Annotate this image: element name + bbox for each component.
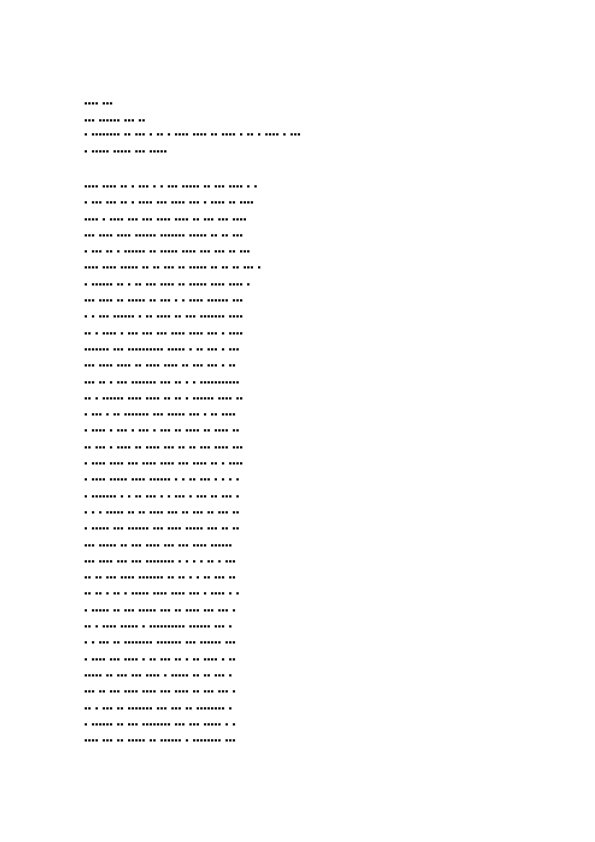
- body-text-line: ▪▪ ▪▪▪ ▪ ▪▪▪▪ ▪▪ ▪▪▪▪ ▪▪▪ ▪▪ ▪▪ ▪▪▪ ▪▪▪▪ ▪▪▪: [84, 443, 243, 451]
- body-text-line: ▪ ▪▪▪▪▪ ▪▪ ▪▪▪ ▪▪▪▪▪ ▪▪▪ ▪▪ ▪▪▪▪ ▪▪▪ ▪▪▪ ▪: [84, 606, 236, 614]
- body-text-line: ▪▪▪▪ ▪▪▪▪ ▪▪ ▪ ▪▪▪ ▪ ▪ ▪▪▪ ▪▪▪▪▪ ▪▪ ▪▪▪ ▪▪▪▪ ▪ ▪: [84, 183, 258, 190]
- body-text-line: ▪▪ ▪ ▪▪▪▪▪▪ ▪▪▪▪ ▪▪▪▪ ▪▪ ▪▪ ▪ ▪▪▪▪▪▪ ▪▪▪▪ ▪▪: [84, 394, 243, 402]
- body-text-line: ▪ ▪▪▪▪ ▪ ▪▪▪ ▪ ▪▪▪ ▪ ▪▪▪ ▪▪ ▪▪▪▪ ▪▪ ▪▪▪▪ ▪▪: [84, 427, 240, 435]
- body-text-line: ▪ ▪▪▪▪ ▪▪▪▪▪ ▪▪▪▪ ▪▪▪▪▪▪ ▪ ▪ ▪▪ ▪▪▪ ▪ ▪ ▪ ▪: [84, 476, 240, 484]
- body-text-line: ▪ ▪▪▪ ▪▪▪ ▪▪ ▪ ▪▪▪▪ ▪▪▪ ▪▪▪▪ ▪▪▪ ▪ ▪▪▪▪ ▪▪ ▪▪▪▪: [84, 199, 254, 207]
- body-text-line: ▪▪ ▪▪ ▪ ▪▪ ▪ ▪▪▪▪▪ ▪▪▪▪ ▪▪▪▪ ▪▪▪ ▪ ▪▪▪▪ ▪ ▪: [84, 590, 240, 598]
- body-text-line: ▪▪ ▪ ▪▪▪▪ ▪ ▪▪▪ ▪▪▪ ▪▪▪ ▪▪▪▪ ▪▪▪▪ ▪▪▪ ▪ ▪▪▪▪: [84, 329, 243, 337]
- document-title-line-2: ▪ ▪▪▪▪▪ ▪▪▪▪▪ ▪▪▪ ▪▪▪▪▪: [84, 148, 168, 155]
- body-text-line: ▪ ▪▪▪ ▪ ▪▪ ▪▪▪▪▪▪▪ ▪▪▪ ▪▪▪▪▪ ▪▪▪ ▪ ▪▪ ▪▪▪▪: [84, 411, 236, 419]
- body-text-line: ▪▪▪ ▪▪▪▪▪ ▪▪ ▪▪▪ ▪▪▪▪ ▪▪▪ ▪▪▪ ▪▪▪▪ ▪▪▪▪▪▪: [84, 541, 233, 549]
- body-text-line: ▪ ▪▪▪▪▪▪▪ ▪ ▪ ▪▪ ▪▪▪ ▪ ▪ ▪▪▪ ▪ ▪▪▪ ▪▪ ▪▪▪ ▪: [84, 492, 240, 500]
- body-text-line: ▪▪▪▪▪ ▪▪ ▪▪▪ ▪▪▪ ▪▪▪▪ ▪ ▪▪▪▪▪ ▪▪ ▪▪ ▪▪▪ ▪: [84, 671, 233, 679]
- body-text-line: ▪ ▪▪▪ ▪▪ ▪ ▪▪▪▪▪▪ ▪▪ ▪▪▪▪▪ ▪▪▪▪ ▪▪▪ ▪▪▪ ▪▪ ▪▪▪: [84, 248, 251, 256]
- document-title-line-1: ▪ ▪▪▪▪▪▪▪▪ ▪▪ ▪▪▪ ▪ ▪▪ ▪ ▪▪▪▪ ▪▪▪▪ ▪▪ ▪▪▪▪ ▪ ▪▪ ▪ ▪▪▪▪ ▪ ▪▪▪: [84, 131, 301, 138]
- body-text-line: ▪ ▪ ▪▪▪ ▪▪▪▪▪▪ ▪ ▪▪ ▪▪▪▪ ▪▪ ▪▪▪ ▪▪▪▪▪▪▪ ▪▪▪▪: [84, 313, 243, 321]
- author-affiliation: ▪▪▪ ▪▪▪▪▪▪ ▪▪▪ ▪▪: [84, 117, 146, 124]
- body-text-line: ▪▪▪▪ ▪ ▪▪▪▪ ▪▪▪ ▪▪▪ ▪▪▪▪ ▪▪▪▪ ▪▪ ▪▪▪ ▪▪▪ ▪▪▪▪: [84, 215, 247, 223]
- body-text-line: ▪ ▪ ▪▪▪ ▪▪ ▪▪▪▪▪▪▪▪ ▪▪▪▪▪▪▪ ▪▪▪ ▪▪▪▪▪▪ ▪▪▪: [84, 639, 236, 647]
- body-text-line: ▪▪ ▪▪ ▪▪▪ ▪▪▪▪ ▪▪▪▪▪▪▪ ▪▪ ▪▪ ▪ ▪ ▪▪ ▪▪▪ ▪▪: [84, 574, 236, 582]
- author-name: ▪▪▪▪ ▪▪▪: [84, 100, 113, 107]
- body-text-line: ▪ ▪▪▪▪▪ ▪▪▪ ▪▪▪▪▪▪ ▪▪▪ ▪▪▪▪ ▪▪▪▪▪ ▪▪▪ ▪▪ ▪▪: [84, 525, 240, 533]
- body-text-line: ▪▪▪ ▪▪ ▪ ▪▪▪ ▪▪▪▪▪▪▪ ▪▪▪ ▪▪ ▪ ▪ ▪▪▪▪▪▪▪▪▪▪▪: [84, 378, 240, 386]
- body-text-line: ▪ ▪▪▪▪▪▪ ▪▪ ▪▪▪ ▪▪▪▪▪▪▪▪ ▪▪▪ ▪▪▪ ▪▪▪▪▪ ▪ ▪: [84, 720, 236, 728]
- body-text-line: ▪ ▪▪▪▪ ▪▪▪▪ ▪▪▪ ▪▪▪▪ ▪▪▪▪ ▪▪▪ ▪▪▪▪ ▪▪ ▪ ▪▪▪▪: [84, 460, 243, 468]
- body-text-line: ▪▪▪▪ ▪▪▪ ▪▪ ▪▪▪▪▪ ▪▪ ▪▪▪▪▪▪ ▪ ▪▪▪▪▪▪▪▪ ▪▪▪: [84, 737, 236, 745]
- body-text-line: ▪▪▪ ▪▪ ▪▪▪ ▪▪▪▪ ▪▪▪▪ ▪▪▪ ▪▪▪▪ ▪▪ ▪▪▪ ▪▪▪ ▪: [84, 688, 236, 696]
- body-text-line: ▪▪▪ ▪▪▪▪ ▪▪▪▪ ▪▪ ▪▪▪▪ ▪▪▪▪ ▪▪ ▪▪▪ ▪▪▪ ▪ ▪▪: [84, 362, 236, 370]
- body-text-line: ▪▪▪ ▪▪▪▪ ▪▪ ▪▪▪▪▪ ▪▪ ▪▪▪ ▪ ▪ ▪▪▪▪ ▪▪▪▪▪▪ ▪▪▪: [84, 297, 243, 305]
- body-text-line: ▪▪ ▪ ▪▪▪▪ ▪▪▪▪▪ ▪ ▪▪▪▪▪▪▪▪▪▪ ▪▪▪▪▪▪ ▪▪▪ ▪: [84, 623, 233, 631]
- body-text-line: ▪▪▪ ▪▪▪▪ ▪▪▪▪ ▪▪▪▪▪▪ ▪▪▪▪▪▪▪ ▪▪▪▪▪ ▪▪ ▪▪ ▪▪▪: [84, 231, 243, 239]
- body-text-line: ▪▪▪▪▪▪▪ ▪▪▪ ▪▪▪▪▪▪▪▪▪▪ ▪▪▪▪▪ ▪ ▪▪ ▪▪▪ ▪ ▪▪▪: [84, 345, 240, 353]
- body-text-line: ▪▪▪ ▪▪▪▪ ▪▪▪ ▪▪▪ ▪▪▪▪▪▪▪▪ ▪ ▪ ▪ ▪ ▪▪ ▪ ▪▪▪: [84, 557, 236, 565]
- body-text-line: ▪ ▪▪▪▪▪▪ ▪▪ ▪ ▪▪ ▪▪▪ ▪▪▪▪ ▪▪ ▪▪▪▪▪ ▪▪▪▪ ▪▪▪▪ ▪: [84, 280, 251, 288]
- body-text-line: ▪▪▪▪ ▪▪▪▪ ▪▪▪▪▪ ▪▪ ▪▪ ▪▪▪ ▪▪ ▪▪▪▪▪ ▪▪ ▪▪ ▪▪ ▪▪▪ ▪: [84, 264, 262, 272]
- body-text: [84, 181, 512, 751]
- body-text-line: ▪▪ ▪ ▪▪▪ ▪▪ ▪▪▪▪▪▪▪ ▪▪▪ ▪▪▪ ▪▪ ▪▪▪▪▪▪▪▪ ▪: [84, 704, 233, 712]
- body-text-line: ▪ ▪▪▪▪ ▪▪▪ ▪▪▪▪ ▪ ▪▪ ▪▪▪ ▪▪ ▪ ▪▪ ▪▪▪▪ ▪ ▪▪: [84, 655, 236, 663]
- body-text-line: ▪ ▪ ▪ ▪▪▪▪▪ ▪▪ ▪▪ ▪▪▪▪ ▪▪▪ ▪▪ ▪▪▪ ▪▪ ▪▪▪ ▪▪: [84, 508, 240, 516]
